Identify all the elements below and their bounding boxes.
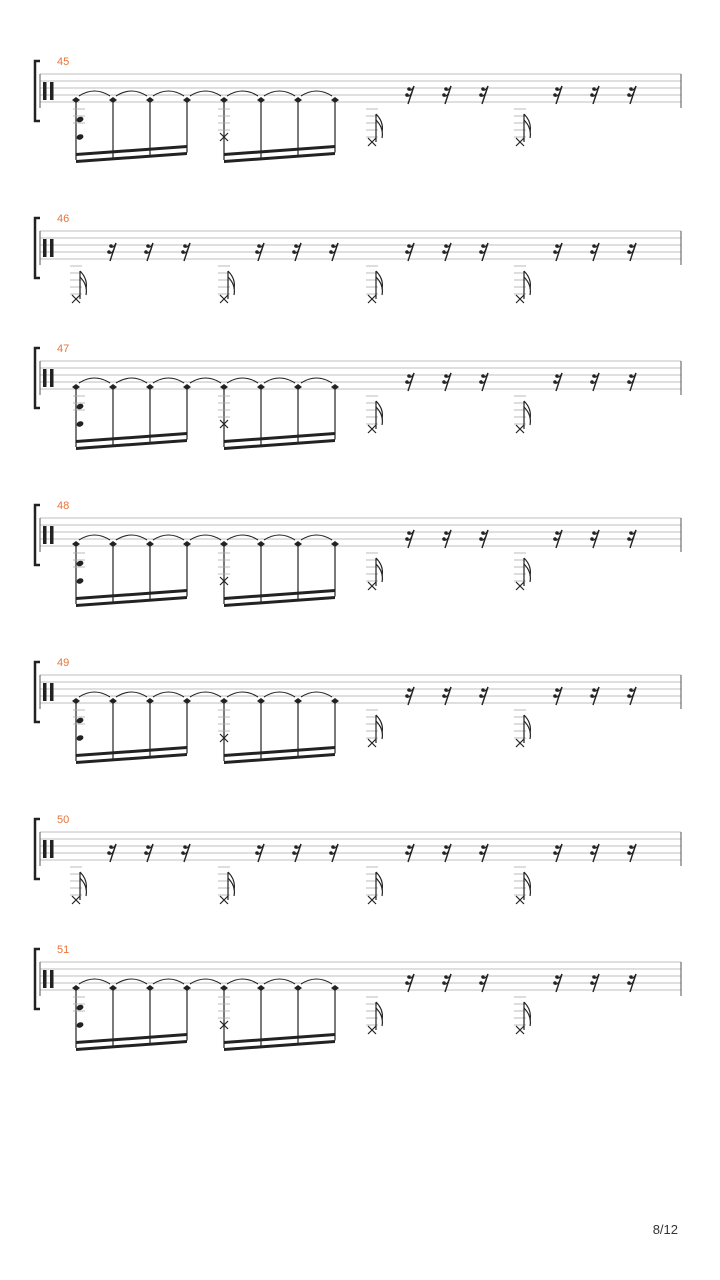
notehead <box>76 577 84 584</box>
notehead <box>76 1004 84 1011</box>
x-notehead <box>220 896 228 904</box>
system-bracket <box>35 348 40 408</box>
notehead <box>76 133 84 140</box>
percussion-clef <box>50 683 54 701</box>
percussion-clef <box>43 840 47 858</box>
system-50 <box>35 814 681 904</box>
x-notehead <box>516 425 524 433</box>
notehead <box>76 734 84 741</box>
x-notehead <box>220 295 228 303</box>
notehead <box>76 560 84 567</box>
x-notehead <box>516 739 524 747</box>
system-51 <box>35 944 681 1051</box>
percussion-clef <box>50 239 54 257</box>
x-notehead <box>72 896 80 904</box>
measure-number: 46 <box>57 213 70 225</box>
x-notehead <box>368 425 376 433</box>
system-bracket <box>35 949 40 1009</box>
system-45 <box>35 56 681 163</box>
notehead <box>76 403 84 410</box>
percussion-clef <box>43 369 47 387</box>
notehead <box>76 1021 84 1028</box>
x-notehead <box>368 295 376 303</box>
x-notehead <box>368 739 376 747</box>
x-notehead <box>72 295 80 303</box>
measure-number: 48 <box>57 500 70 512</box>
system-bracket <box>35 819 40 879</box>
system-bracket <box>35 505 40 565</box>
notehead <box>76 420 84 427</box>
percussion-clef <box>50 369 54 387</box>
x-notehead <box>368 896 376 904</box>
measure-number: 50 <box>57 814 70 826</box>
percussion-clef <box>50 82 54 100</box>
percussion-clef <box>50 970 54 988</box>
measure-number: 49 <box>57 657 70 669</box>
notehead <box>76 116 84 123</box>
measure-number: 45 <box>57 56 70 68</box>
measure-number: 47 <box>57 343 70 355</box>
x-notehead <box>516 1026 524 1034</box>
x-notehead <box>516 138 524 146</box>
system-bracket <box>35 218 40 278</box>
system-49 <box>35 657 681 764</box>
percussion-clef <box>43 82 47 100</box>
x-notehead <box>368 1026 376 1034</box>
x-notehead <box>368 582 376 590</box>
measure-number: 51 <box>57 944 70 956</box>
x-notehead <box>516 582 524 590</box>
notehead <box>76 717 84 724</box>
percussion-clef <box>43 970 47 988</box>
system-47 <box>35 343 681 450</box>
x-notehead <box>516 295 524 303</box>
page-number: 8/12 <box>652 1222 678 1237</box>
system-46 <box>35 213 681 303</box>
system-bracket <box>35 61 40 121</box>
system-48 <box>35 500 681 607</box>
x-notehead <box>368 138 376 146</box>
percussion-clef <box>43 239 47 257</box>
percussion-clef <box>43 683 47 701</box>
percussion-clef <box>43 526 47 544</box>
system-bracket <box>35 662 40 722</box>
x-notehead <box>516 896 524 904</box>
percussion-clef <box>50 840 54 858</box>
percussion-clef <box>50 526 54 544</box>
